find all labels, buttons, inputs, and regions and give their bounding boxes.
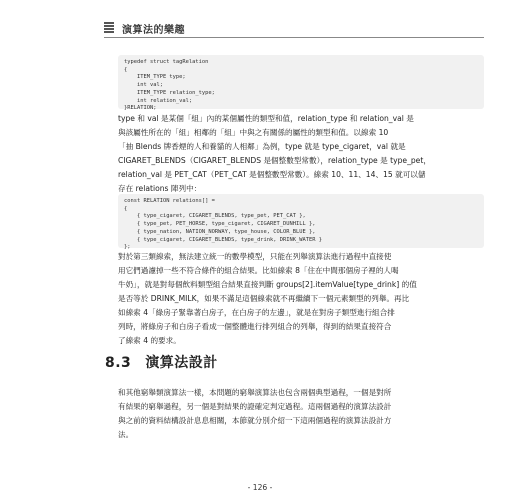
page-header [104,20,484,42]
code-line: const RELATION relations[] = [124,198,215,204]
text-line: 是否等於 DRINK_MILK，如果不滿足這個線索就不再繼續下一個元素類型的列舉。再比 [118,294,410,303]
text-line: 如線索 4「綠房子緊靠著白房子，在白房子的左邊」，就是在對房子類型進行組合排 [118,308,395,317]
text-line: 與之前的資料結構設計息息相關，本節就分別介紹一下這兩個過程的演算法設計方 [118,416,392,425]
text-line: 與該屬性所在的「組」相鄰的「組」中與之有關係的屬性的類型和值。以線索 10 [118,128,389,137]
text-line: relation_val 是 PET_CAT（PET_CAT 是個整數型常數）。線索 10、11、14、15 就可以儲 [118,170,426,179]
text-line: 法。 [118,430,134,439]
text-line: 對於第三類線索，無法建立統一的數學模型，只能在列舉演算法進行過程中直接使 [118,252,392,261]
code-line: ITEM_TYPE relation_type; [124,89,215,96]
chapter-title: 演算法的樂趣 [122,25,185,36]
text-line: 和其他窮舉類演算法一樣，本問題的窮舉演算法也包含兩個典型過程，一個是對所 [118,388,392,397]
code-block-relations-array [118,194,484,251]
text-line: type 和 val 是某個「組」內的某個屬性的類型和值，relation_type 和 relation_val 是 [118,114,414,123]
code-line: }RELATION; [124,105,157,112]
page-number: - 126 - [247,483,273,492]
text-line: 有結果的窮舉過程，另一個是對結果的證確定判定過程。這兩個過程的演算法設計 [118,402,392,411]
code-line: }; [124,244,131,251]
header-stripe-icon [104,22,114,34]
code-line: int relation_val; [124,97,193,104]
text-line: 「抽 Blends 牌香煙的人和養貓的人相鄰」為例，type 就是 type_cigaret，val 就是 [118,142,406,151]
code-line: { [124,66,128,73]
code-line: { [124,205,128,212]
section-heading [105,352,218,372]
text-line: CIGARET_BLENDS（CIGARET_BLENDS 是個整數型常數），relation_type 是 type_pet， [118,156,431,165]
section-number: 8.3 [105,355,132,371]
text-line: 牛奶」，就是對每個飲料類型組合結果直接判斷 groups[2].itemValue[type_drink] 的值 [118,280,417,289]
paragraph-relation-description [118,112,488,196]
code-line: { type_cigaret, CIGARET_BLENDS, type_drink, DRINK_WATER } [124,236,322,243]
text-line: 存在 relations 陣列中： [118,184,202,193]
paragraph-algorithm-design [118,386,488,442]
text-line: 了線索 4 的要求。 [118,336,181,345]
code-line: { type_pet, PET_HORSE, type_cigaret, CIGARET_DUNHILL }, [124,221,316,228]
code-line: { type_nation, NATION_NORWAY, type_house, COLOR_BLUE }, [124,228,316,235]
code-block-struct [118,55,484,112]
paragraph-third-clue-type [118,250,488,348]
code-line: int val; [124,82,163,89]
code-line: ITEM_TYPE type; [124,74,186,81]
text-line: 用它們過濾掉一些不符合條件的組合結果。比如線索 8「住在中間那個房子裡的人喝 [118,266,399,275]
header-divider [104,37,484,38]
section-title: 演算法設計 [145,355,218,371]
text-line: 列時，將綠房子和白房子看成一個整體進行排列組合的列舉，得到的結果直接符合 [118,322,392,331]
code-line: typedef struct tagRelation [124,59,209,65]
code-line: { type_cigaret, CIGARET_BLENDS, type_pet, PET_CAT }, [124,213,306,220]
